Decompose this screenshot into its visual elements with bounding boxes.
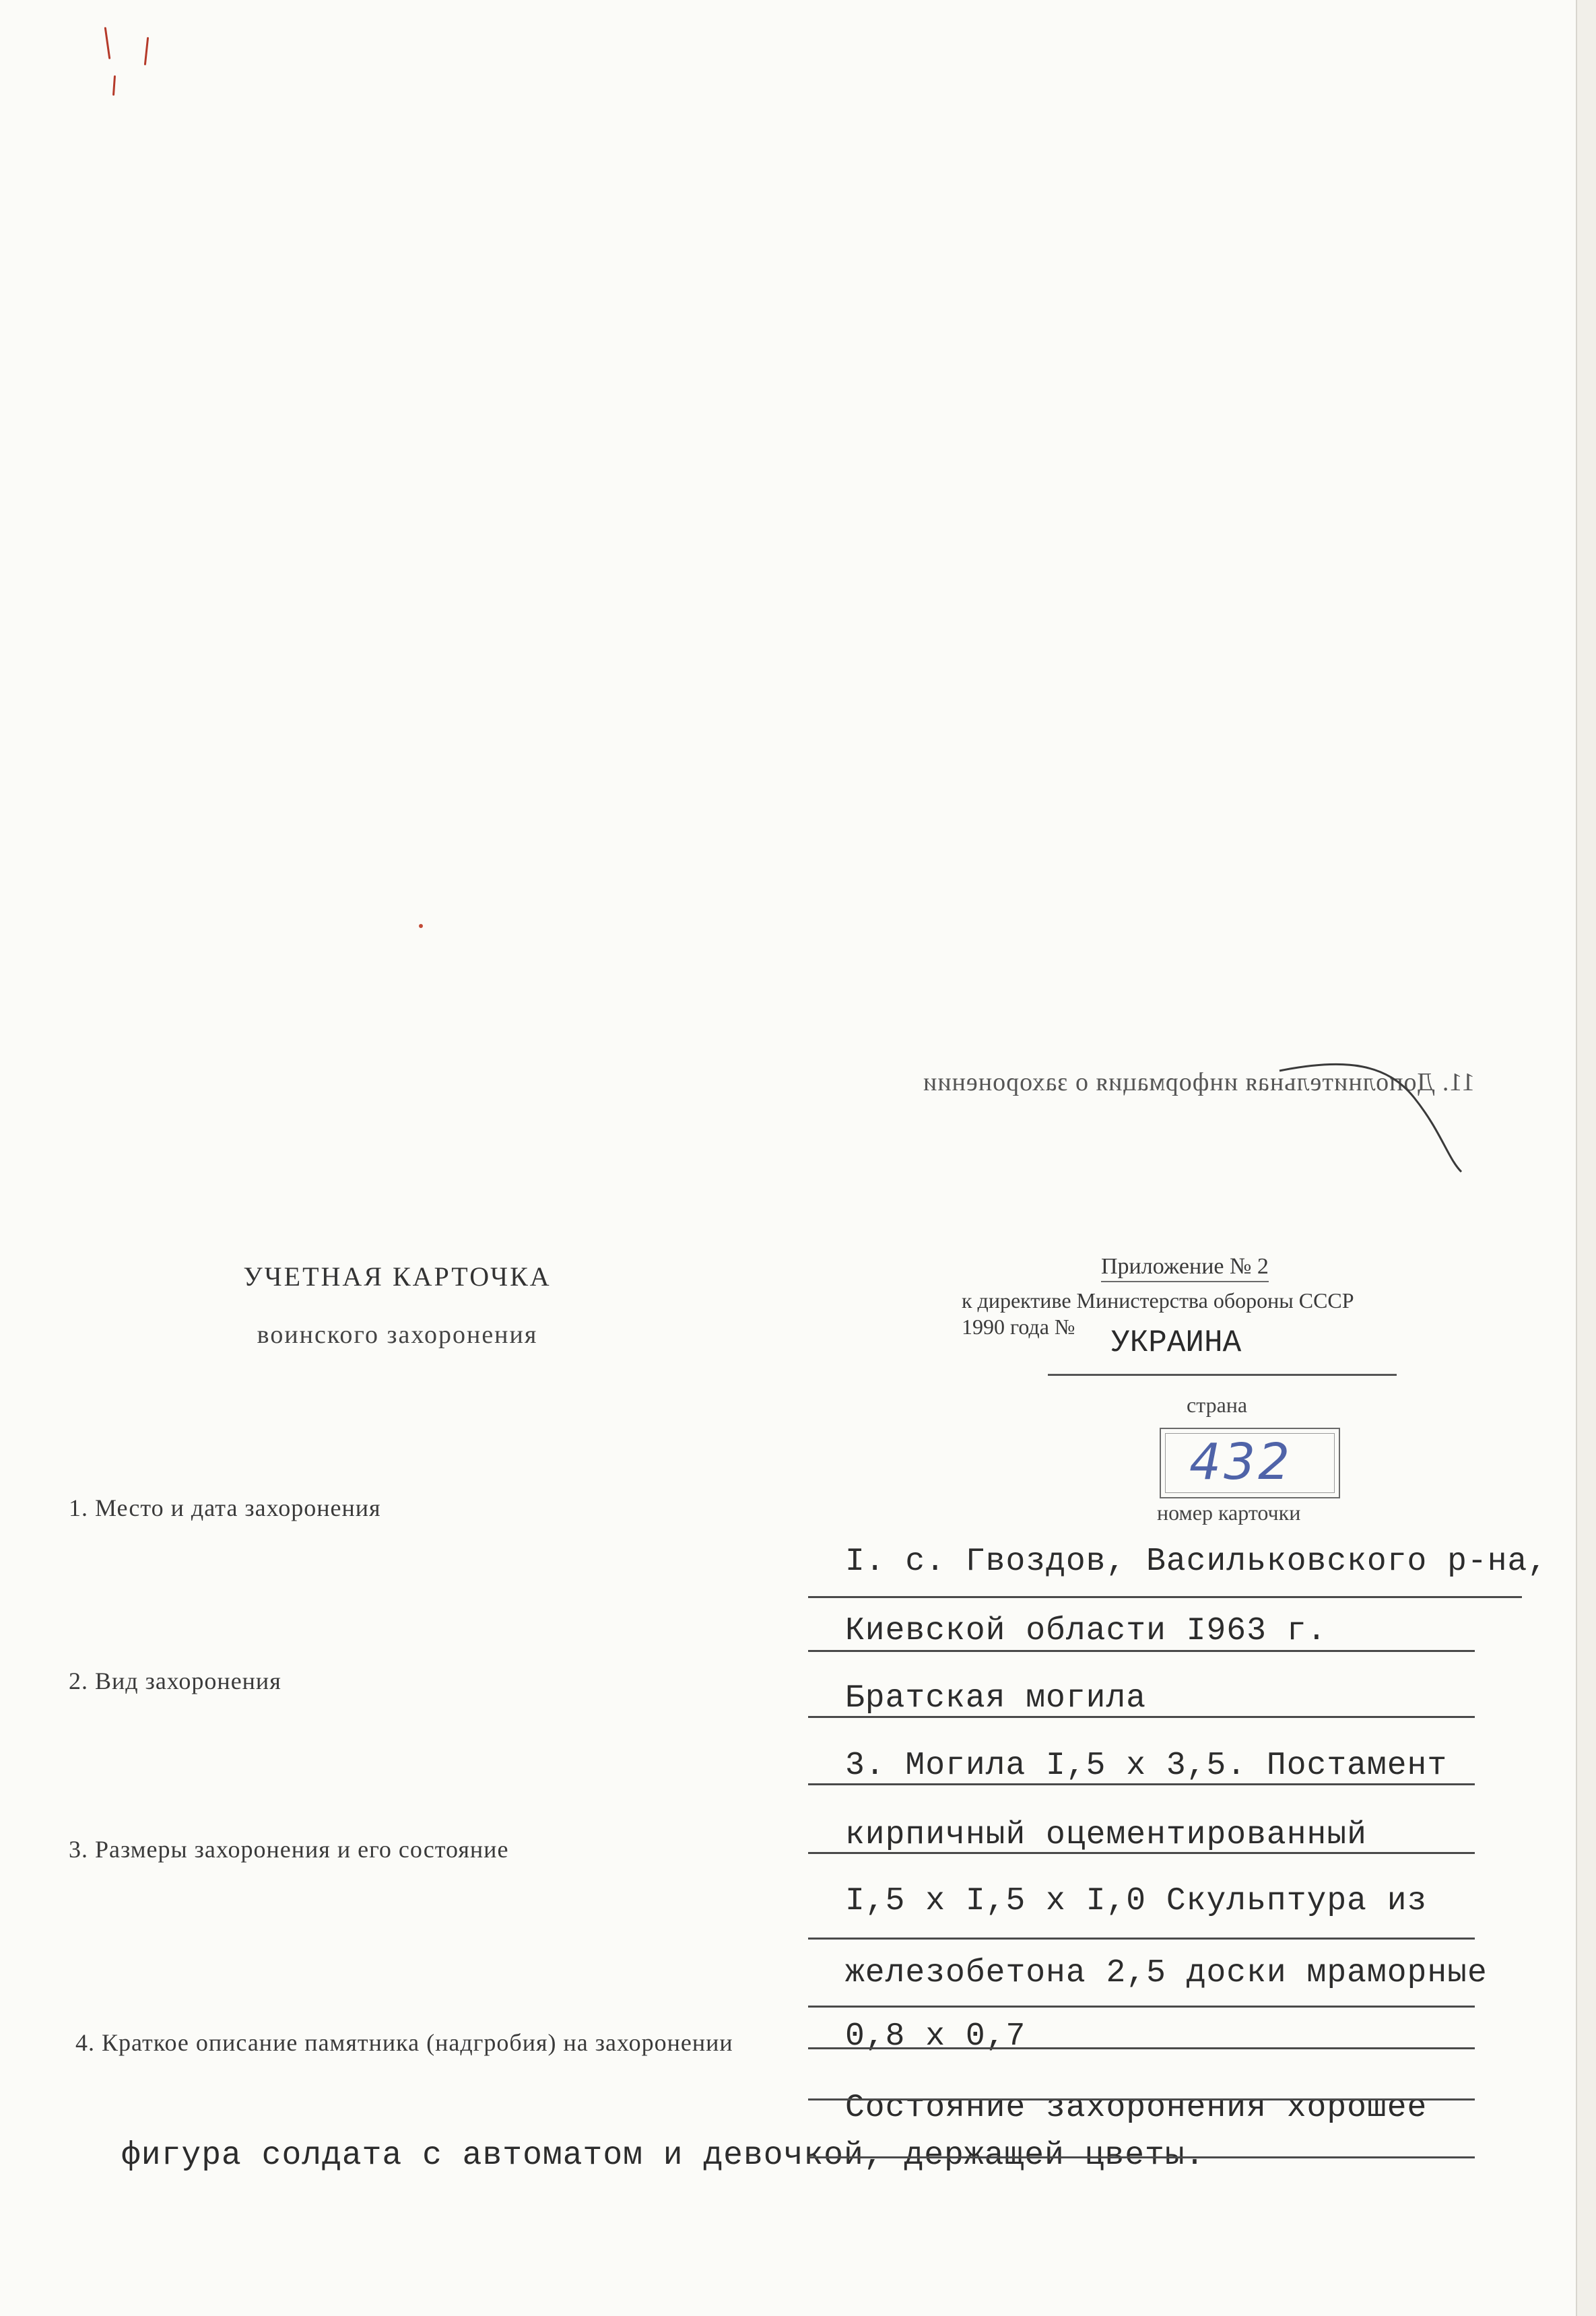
field-3-label: 3. Размеры захоронения и его состояние — [69, 1836, 509, 1863]
bleed-through-header: 11. Дополнительная информация о захоронении — [922, 1068, 1475, 1096]
typed-line: кирпичный оцементированный — [845, 1817, 1367, 1853]
entry-rule — [808, 1852, 1475, 1854]
typed-line: фигура солдата с автоматом и девочкой, держащей цветы. — [121, 2138, 1205, 2174]
typed-line: железобетона 2,5 доски мраморные — [845, 1955, 1488, 1991]
typed-line: 3. Могила I,5 х 3,5. Постамент — [845, 1748, 1448, 1784]
directive-line-1: к директиве Министерства обороны СССР — [962, 1288, 1354, 1313]
country-rule — [1048, 1374, 1397, 1376]
entry-rule — [808, 1596, 1522, 1598]
entry-rule — [808, 1716, 1475, 1718]
entry-rule — [808, 2156, 1475, 2158]
entry-rule — [808, 2006, 1475, 2008]
country-value: УКРАИНА — [1111, 1325, 1242, 1360]
typed-line: I,5 х I,5 х I,0 Скульптура из — [845, 1883, 1428, 1919]
entry-rule — [808, 1650, 1475, 1652]
field-1-label: 1. Место и дата захоронения — [69, 1494, 381, 1521]
typed-line: Киевской области I963 г. — [845, 1613, 1327, 1649]
entry-rule — [808, 2098, 1475, 2100]
typed-line: Братская могила — [845, 1680, 1147, 1717]
card-subtitle: воинского захоронения — [257, 1321, 538, 1349]
ink-spot — [419, 924, 423, 928]
card-number: 432 — [1189, 1433, 1293, 1491]
country-caption: страна — [1187, 1393, 1248, 1417]
typed-line: Состояние захоронения хорошее — [845, 2090, 1428, 2126]
appendix-label: Приложение № 2 — [1101, 1254, 1269, 1282]
typed-line: I. с. Гвоздов, Васильковского р-на, — [845, 1544, 1548, 1580]
directive-line-2: 1990 года № — [962, 1315, 1075, 1339]
entry-rule — [808, 1783, 1475, 1785]
field-2-label: 2. Вид захоронения — [69, 1667, 281, 1694]
pencil-strike-icon — [1266, 1057, 1468, 1192]
card-title: УЧЕТНАЯ КАРТОЧКА — [243, 1261, 552, 1292]
entry-rule — [808, 2047, 1475, 2049]
field-4-label: 4. Краткое описание памятника (надгробия) на захоронении — [75, 2029, 733, 2056]
entry-rule — [808, 1938, 1475, 1940]
card-number-caption: номер карточки — [1157, 1500, 1301, 1525]
typed-line: 0,8 х 0,7 — [845, 2018, 1026, 2055]
